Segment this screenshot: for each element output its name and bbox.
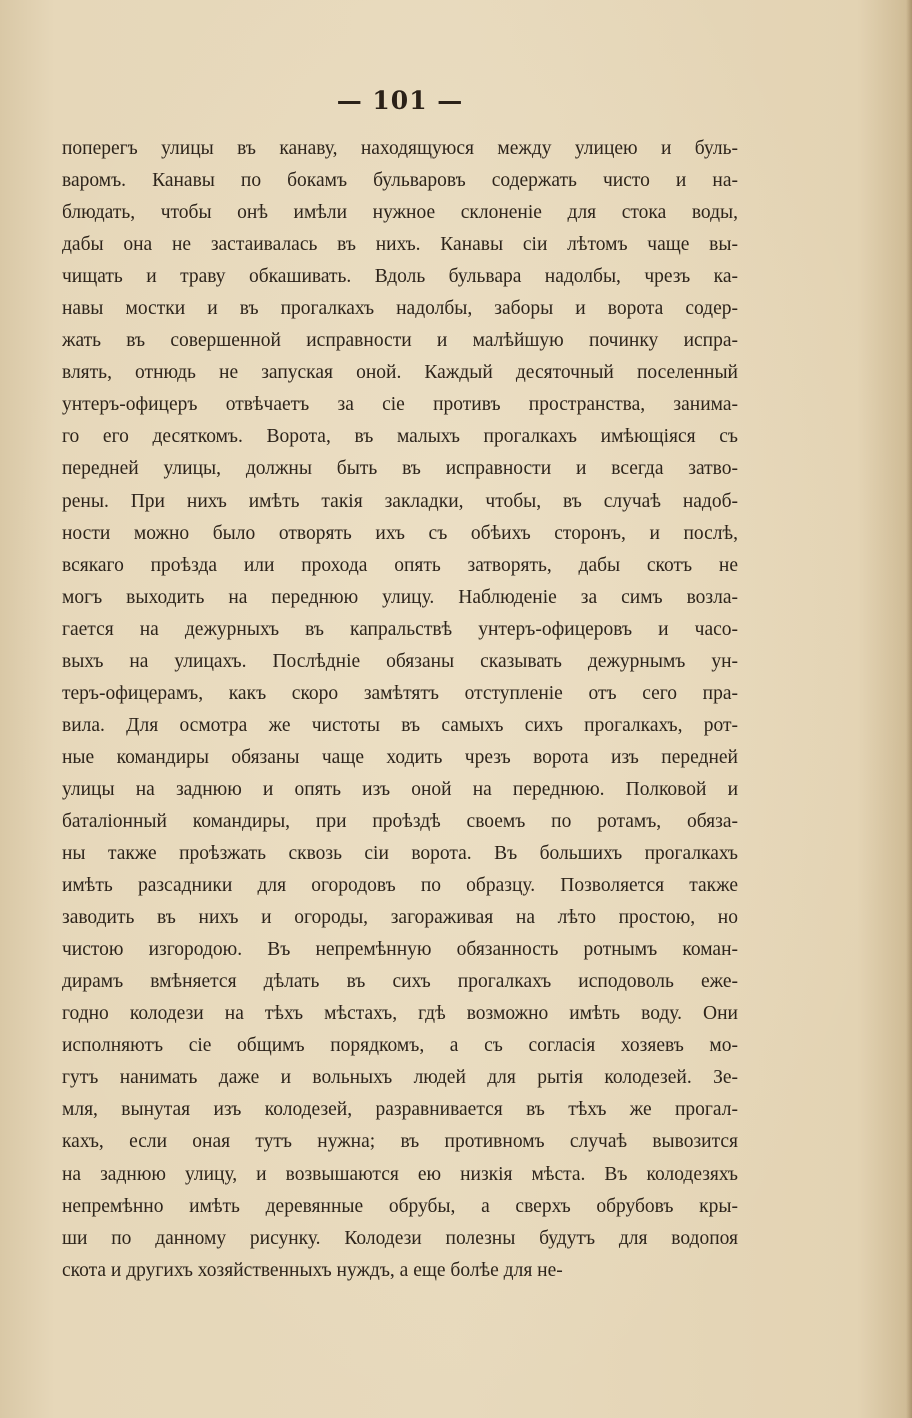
text-line: улицы на заднюю и опять изъ оной на переднюю. Полковой и [62,778,738,800]
text-line: гается на дежурныхъ въ капральствѣ унтеръ-офицеровъ и часо- [62,618,738,640]
text-line: скота и другихъ хозяйственныхъ нуждъ, а еще болѣе для не- [62,1259,563,1281]
text-line: кахъ, если оная тутъ нужна; въ противномъ случаѣ вывозится [62,1131,738,1153]
text-line: навы мостки и въ прогалкахъ надолбы, заборы и ворота содер- [62,298,738,320]
text-line: рены. При нихъ имѣть такія закладки, чтобы, въ случаѣ надоб- [62,490,738,512]
page-edge-shadow [906,0,912,1418]
body-text [62,133,738,1287]
text-line: теръ-офицерамъ, какъ скоро замѣтятъ отступленіе отъ сего пра- [62,682,738,704]
text-line: блюдать, чтобы онѣ имѣли нужное склоненіе для стока воды, [62,202,738,224]
text-line: унтеръ-офицеръ отвѣчаетъ за сіе противъ пространства, занима- [62,394,738,416]
text-line: жать въ совершенной исправности и малѣйшую починку испра- [62,330,738,352]
text-line: на заднюю улицу, и возвышаются ею низкія мѣста. Въ колодезяхъ [62,1163,738,1185]
text-line: всякаго проѣзда или прохода опять затворять, дабы скотъ не [62,554,738,576]
text-line: ные командиры обязаны чаще ходить чрезъ ворота изъ передней [62,746,738,768]
text-line: ности можно было отворять ихъ съ обѣихъ сторонъ, и послѣ, [62,522,738,544]
text-line: баталіонный командиры, при проѣздѣ своемъ по ротамъ, обяза- [62,810,738,832]
text-line: ши по данному рисунку. Колодези полезны будутъ для водопоя [62,1227,738,1249]
text-line: гутъ нанимать даже и вольныхъ людей для рытія колодезей. Зе- [62,1067,738,1089]
text-line: могъ выходить на переднюю улицу. Наблюденіе за симъ возла- [62,586,738,608]
text-line: дирамъ вмѣняется дѣлать въ сихъ прогалкахъ исподоволь еже- [62,971,738,993]
page-number: — 101 — [336,86,464,115]
text-line: годно колодези на тѣхъ мѣстахъ, гдѣ возможно имѣть воду. Они [62,1003,738,1025]
text-line: влять, отнюдь не запуская оной. Каждый десяточный поселенный [62,362,738,384]
text-line: варомъ. Канавы по бокамъ бульваровъ содержать чисто и на- [62,170,738,192]
text-line: чищать и траву обкашивать. Вдоль бульвара надолбы, чрезъ ка- [62,266,738,288]
text-line: заводить въ нихъ и огороды, загораживая на лѣто простою, но [62,907,738,929]
text-line: передней улицы, должны быть въ исправности и всегда затво- [62,458,738,480]
text-line: го его десяткомъ. Ворота, въ малыхъ прогалкахъ имѣющіяся съ [62,426,738,448]
text-line: чистою изгородою. Въ непремѣнную обязанность ротнымъ коман- [62,939,738,961]
text-line: мля, вынутая изъ колодезей, разравнивается въ тѣхъ же прогал- [62,1099,738,1121]
text-line: вила. Для осмотра же чистоты въ самыхъ сихъ прогалкахъ, рот- [62,714,738,736]
text-line: имѣть разсадники для огородовъ по образцу. Позволяется также [62,875,738,897]
text-line: поперегъ улицы въ канаву, находящуюся между улицею и буль- [62,138,738,159]
text-line: выхъ на улицахъ. Послѣдніе обязаны сказывать дежурнымъ ун- [62,650,738,672]
text-line: дабы она не застаивалась въ нихъ. Канавы сіи лѣтомъ чаще вы- [62,234,738,256]
text-line: непремѣнно имѣть деревянные обрубы, а сверхъ обрубовъ кры- [62,1195,738,1217]
text-line: ны также проѣзжать сквозь сіи ворота. Въ большихъ прогалкахъ [62,843,738,865]
text-line: исполняютъ сіе общимъ порядкомъ, а съ согласія хозяевъ мо- [62,1035,738,1057]
